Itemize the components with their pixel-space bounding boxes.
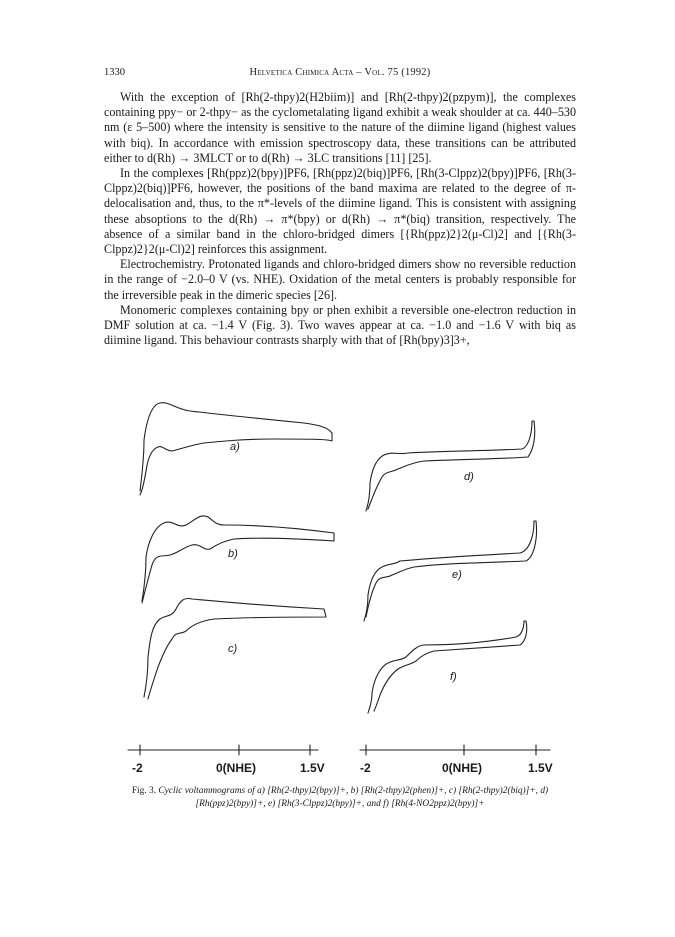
- right-axis-label-min: -2: [360, 761, 371, 775]
- curve-f: [372, 621, 527, 711]
- figure-caption: [104, 785, 576, 810]
- panel-label-a: a): [230, 441, 240, 453]
- paragraph-absorption: With the exception of [Rh(2-thpy)2(H2biim)] and [Rh(2-thpy)2(pzpym)], the complexes containing ppy− or 2-thpy− as the cyclometalating ligand exhibit a weak shoulder at ca. 440–530 nm (ε 5–500) where the intensity is sensitive to the nature of the diimine ligand (highest values with biq). In accordance with emission spectroscopy data, these transitions can be attributed either to d(Rh) → 3MLCT or to d(Rh) → 3LC transitions [11] [25].: [104, 90, 576, 165]
- left-axis-label-max: 1.5V: [300, 761, 325, 775]
- panel-label-b: b): [228, 548, 238, 560]
- right-axis-label-zero: 0(NHE): [442, 761, 483, 775]
- right-axis-label-max: 1.5V: [528, 761, 553, 775]
- curve-f-back: [368, 693, 372, 713]
- panel-label-d: d): [464, 471, 474, 483]
- curve-d: [368, 421, 535, 509]
- paragraph-electrochemistry: Electrochemistry. Protonated ligands and chloro-bridged dimers show no reversible reduction in the range of −2.0–0 V (vs. NHE). Oxidation of the metal centers is probably responsible for the irreversible peak in the dimeric species [26].: [104, 257, 576, 302]
- curve-b: [142, 516, 334, 603]
- caption-prefix: Fig. 3.: [131, 786, 157, 796]
- panel-label-c: c): [228, 643, 238, 655]
- curve-c-back: [144, 657, 148, 697]
- paragraph-band-maxima: In the complexes [Rh(ppz)2(bpy)]PF6, [Rh(ppz)2(biq)]PF6, [Rh(3-Clppz)2(bpy)]PF6, [Rh(3-Clppz)2(biq)]PF6, however, the positions of the band maxima are related to the degree of π-delocalisation and, thus, to the π*-levels of the diimine ligand. This is consistent with assigning these absoptions to the d(Rh) → π*(bpy) or d(Rh) → π*(biq) transition, respectively. The absence of a similar band in the chloro-bridged dimers [{Rh(ppz)2}2(μ-Cl)2] and [{Rh(3-Clppz)2}2(μ-Cl)2] reinforces this assignment.: [104, 166, 576, 257]
- panel-label-f: f): [450, 671, 457, 683]
- left-axis-label-zero: 0(NHE): [216, 761, 257, 775]
- left-axis-label-min: -2: [132, 761, 143, 775]
- journal-running-title: Helvetica Chimica Acta – Vol. 75 (1992): [249, 67, 431, 78]
- caption-text: Cyclic voltammograms of a) [Rh(2-thpy)2(bpy)]+, b) [Rh(2-thpy)2(phen)]+, c) [Rh(2-thpy)2(biq)]+, d) [Rh(ppz)2(bpy)]+, e) [Rh(3-Clppz)2(bpy)]+, and f) [Rh(4-NO2ppz)2(bpy)]+: [158, 786, 549, 809]
- body-text: [104, 90, 576, 348]
- voltammogram-drawing: [104, 395, 576, 785]
- page-number: 1330: [104, 67, 125, 78]
- panel-label-e: e): [452, 569, 462, 581]
- figure-cyclic-voltammograms: [104, 395, 576, 785]
- paragraph-monomeric: Monomeric complexes containing bpy or phen exhibit a reversible one-electron reduction in DMF solution at ca. −1.4 V (Fig. 3). Two waves appear at ca. −1.0 and −1.6 V with biq as diimine ligand. This behaviour contrasts sharply with that of [Rh(bpy)3]3+,: [104, 302, 576, 348]
